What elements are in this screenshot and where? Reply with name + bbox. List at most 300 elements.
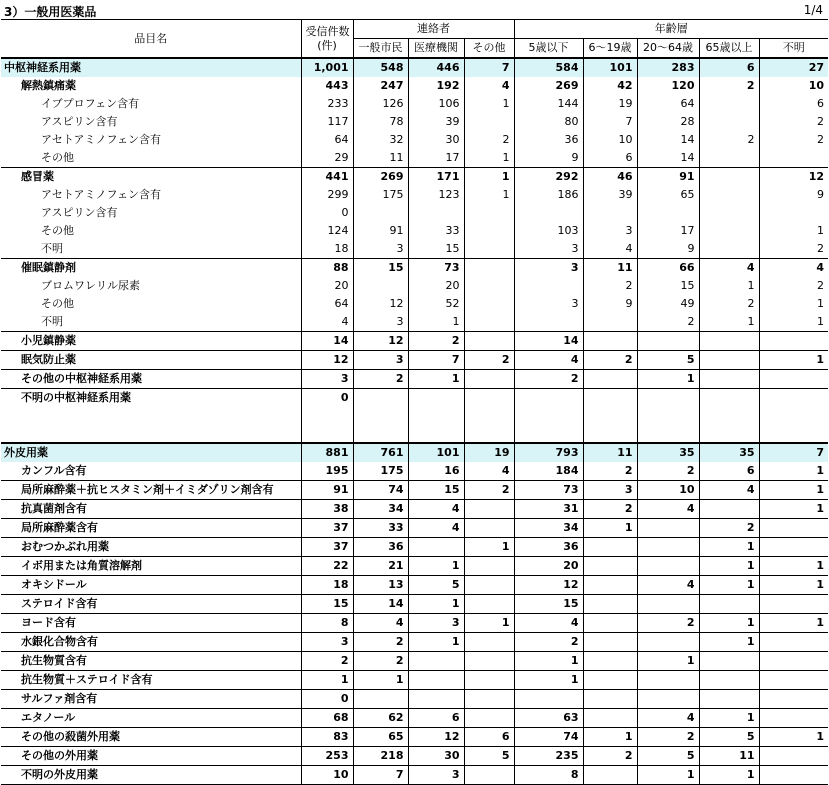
cell-value: 7 <box>759 443 828 462</box>
cell-value <box>637 671 699 690</box>
category-row <box>1 443 828 462</box>
cell-value: 2 <box>353 633 408 652</box>
cell-value: 12 <box>353 332 408 351</box>
cell-value: 2 <box>759 240 828 259</box>
cell-value: 33 <box>353 519 408 538</box>
cell-value: 73 <box>514 481 583 500</box>
cell-value: 2 <box>464 481 514 500</box>
cell-value: 19 <box>583 95 637 113</box>
row-label: アセトアミノフェン含有 <box>41 188 162 201</box>
column-header-age-65plus: 65歳以上 <box>699 39 759 59</box>
subcategory-row <box>1 671 828 690</box>
cell-value <box>514 204 583 222</box>
cell-value: 10 <box>583 131 637 149</box>
cell-value: 106 <box>408 95 464 113</box>
cell-value: 36 <box>514 131 583 149</box>
cell-value: 2 <box>464 351 514 370</box>
cell-value <box>699 595 759 614</box>
cell-value: 15 <box>301 595 353 614</box>
cell-value: 2 <box>408 332 464 351</box>
cell-value <box>699 240 759 259</box>
cell-value: 7 <box>353 766 408 785</box>
cell-value: 0 <box>301 389 353 408</box>
item-row <box>1 95 828 113</box>
column-header-age-unknown: 不明 <box>759 39 828 59</box>
cell-value: 14 <box>637 131 699 149</box>
cell-value <box>759 690 828 709</box>
cell-value <box>583 652 637 671</box>
cell-value: 4 <box>699 259 759 278</box>
subcategory-row <box>1 77 828 95</box>
cell-value <box>464 259 514 278</box>
cell-value <box>699 500 759 519</box>
cell-value: 299 <box>301 186 353 204</box>
cell-value <box>583 370 637 389</box>
subcategory-row <box>1 351 828 370</box>
cell-value: 14 <box>514 332 583 351</box>
cell-value: 9 <box>637 240 699 259</box>
subcategory-row <box>1 633 828 652</box>
row-label: ステロイド含有 <box>1 595 301 614</box>
cell-value: 126 <box>353 95 408 113</box>
cell-value <box>759 538 828 557</box>
cell-value: 10 <box>637 481 699 500</box>
cell-value <box>464 519 514 538</box>
subcategory-row <box>1 462 828 481</box>
cell-value: 2 <box>583 462 637 481</box>
cell-value: 3 <box>353 313 408 332</box>
item-row <box>1 131 828 149</box>
cell-value <box>464 389 514 408</box>
cell-value: 1 <box>408 370 464 389</box>
cell-value: 10 <box>759 77 828 95</box>
cell-value: 441 <box>301 168 353 187</box>
cell-value: 2 <box>637 313 699 332</box>
cell-value: 1 <box>759 462 828 481</box>
subcategory-row <box>1 557 828 576</box>
cell-value: 1 <box>637 652 699 671</box>
cell-value <box>408 671 464 690</box>
cell-value: 2 <box>514 633 583 652</box>
cell-value: 29 <box>301 149 353 168</box>
cell-value: 1 <box>464 95 514 113</box>
row-label: 外皮用薬 <box>1 443 301 462</box>
subcategory-row <box>1 259 828 278</box>
cell-value: 1 <box>464 614 514 633</box>
cell-value: 2 <box>464 131 514 149</box>
cell-value <box>464 671 514 690</box>
cell-value: 33 <box>408 222 464 240</box>
cell-value: 4 <box>301 313 353 332</box>
row-label: ヨード含有 <box>1 614 301 633</box>
cell-value: 253 <box>301 747 353 766</box>
cell-value <box>583 633 637 652</box>
column-header-age-under5: 5歳以下 <box>514 39 583 59</box>
cell-value <box>353 204 408 222</box>
cell-value: 1 <box>759 313 828 332</box>
cell-value <box>699 113 759 131</box>
cell-value <box>699 351 759 370</box>
cell-value <box>637 204 699 222</box>
cell-value: 1 <box>464 538 514 557</box>
cell-value <box>464 277 514 295</box>
cell-value: 1 <box>637 370 699 389</box>
cell-value: 17 <box>408 149 464 168</box>
cell-value: 91 <box>637 168 699 187</box>
cell-value <box>464 576 514 595</box>
cell-value: 32 <box>353 131 408 149</box>
cell-value: 1 <box>759 351 828 370</box>
cell-value: 6 <box>759 95 828 113</box>
row-label: 抗真菌剤含有 <box>1 500 301 519</box>
cell-value: 1 <box>759 295 828 313</box>
cell-value <box>514 313 583 332</box>
cell-value: 1 <box>699 633 759 652</box>
cell-value <box>514 389 583 408</box>
cell-value: 34 <box>353 500 408 519</box>
cell-value: 8 <box>301 614 353 633</box>
subcategory-row <box>1 709 828 728</box>
cell-value <box>637 519 699 538</box>
cell-value <box>759 766 828 785</box>
cell-value: 20 <box>514 557 583 576</box>
cell-value <box>699 222 759 240</box>
cell-value: 1 <box>464 149 514 168</box>
cell-value: 1 <box>699 766 759 785</box>
cell-value: 20 <box>408 277 464 295</box>
cell-value: 4 <box>353 614 408 633</box>
cell-value <box>583 614 637 633</box>
cell-value: 247 <box>353 77 408 95</box>
cell-value: 14 <box>637 149 699 168</box>
subcategory-row <box>1 576 828 595</box>
cell-value: 1 <box>759 222 828 240</box>
cell-value: 793 <box>514 443 583 462</box>
cell-value: 5 <box>637 351 699 370</box>
cell-value: 36 <box>353 538 408 557</box>
cell-value <box>583 538 637 557</box>
cell-value: 2 <box>514 370 583 389</box>
cell-value: 66 <box>637 259 699 278</box>
cell-value <box>637 538 699 557</box>
cell-value: 171 <box>408 168 464 187</box>
cell-value <box>353 389 408 408</box>
cell-value: 1 <box>699 277 759 295</box>
cell-value: 11 <box>583 259 637 278</box>
subcategory-row <box>1 728 828 747</box>
cell-value: 1 <box>408 633 464 652</box>
subcategory-row <box>1 747 828 766</box>
cell-value: 11 <box>353 149 408 168</box>
cell-value: 192 <box>408 77 464 95</box>
column-header-public: 一般市民 <box>353 39 408 59</box>
cell-value <box>464 370 514 389</box>
cell-value: 15 <box>353 259 408 278</box>
row-label: アスピリン含有 <box>41 115 118 128</box>
cell-value <box>759 671 828 690</box>
row-label: その他 <box>41 297 74 310</box>
cell-value: 4 <box>637 709 699 728</box>
cell-value <box>759 149 828 168</box>
cell-value: 1 <box>759 728 828 747</box>
cell-value: 15 <box>408 481 464 500</box>
cell-value: 2 <box>759 113 828 131</box>
cell-value: 65 <box>637 186 699 204</box>
cell-value <box>353 277 408 295</box>
cell-value: 269 <box>353 168 408 187</box>
cell-value: 27 <box>759 58 828 77</box>
cell-value: 12 <box>301 351 353 370</box>
cell-value: 6 <box>699 58 759 77</box>
cell-value: 64 <box>301 131 353 149</box>
cell-value: 7 <box>464 58 514 77</box>
cell-value: 74 <box>514 728 583 747</box>
cell-value: 16 <box>408 462 464 481</box>
cell-value <box>637 332 699 351</box>
cell-value: 6 <box>408 709 464 728</box>
cell-value: 52 <box>408 295 464 313</box>
cell-value <box>464 240 514 259</box>
cell-value: 3 <box>514 295 583 313</box>
cell-value: 2 <box>699 77 759 95</box>
cell-value: 175 <box>353 186 408 204</box>
cell-value <box>759 633 828 652</box>
cell-value: 3 <box>301 370 353 389</box>
table-body <box>1 58 828 785</box>
row-label: イブプロフェン含有 <box>41 97 140 110</box>
cell-value: 36 <box>514 538 583 557</box>
cell-value: 28 <box>637 113 699 131</box>
cell-value: 1 <box>583 728 637 747</box>
subcategory-row <box>1 690 828 709</box>
cell-value <box>637 595 699 614</box>
cell-value: 11 <box>583 443 637 462</box>
cell-value <box>464 222 514 240</box>
cell-value: 64 <box>301 295 353 313</box>
cell-value: 2 <box>637 728 699 747</box>
cell-value: 1 <box>759 576 828 595</box>
cell-value: 80 <box>514 113 583 131</box>
cell-value: 1 <box>514 652 583 671</box>
cell-value: 1 <box>699 313 759 332</box>
cell-value: 73 <box>408 259 464 278</box>
row-label: イボ用または角質溶解剤 <box>1 557 301 576</box>
cell-value <box>699 95 759 113</box>
cell-value: 144 <box>514 95 583 113</box>
subcategory-row <box>1 500 828 519</box>
cell-value: 123 <box>408 186 464 204</box>
cell-value: 1 <box>408 595 464 614</box>
cell-value: 2 <box>759 277 828 295</box>
row-label: 不明 <box>41 315 63 328</box>
cell-value: 4 <box>464 77 514 95</box>
cell-value <box>464 113 514 131</box>
cell-value: 2 <box>699 519 759 538</box>
cell-value: 218 <box>353 747 408 766</box>
cell-value: 761 <box>353 443 408 462</box>
cell-value: 19 <box>464 443 514 462</box>
cell-value <box>464 204 514 222</box>
cell-value: 881 <box>301 443 353 462</box>
column-header-medical: 医療機関 <box>408 39 464 59</box>
cell-value <box>759 747 828 766</box>
cell-value: 446 <box>408 58 464 77</box>
cell-value: 283 <box>637 58 699 77</box>
count-header-line1: 受信件数 <box>305 24 350 38</box>
row-label: その他の外用薬 <box>1 747 301 766</box>
subcategory-row <box>1 332 828 351</box>
cell-value <box>759 709 828 728</box>
cell-value: 88 <box>301 259 353 278</box>
cell-value: 1 <box>408 313 464 332</box>
cell-value: 4 <box>408 500 464 519</box>
cell-value <box>464 709 514 728</box>
cell-value: 2 <box>637 614 699 633</box>
row-label: サルファ剤含有 <box>1 690 301 709</box>
row-label: 眠気防止薬 <box>1 351 301 370</box>
cell-value: 21 <box>353 557 408 576</box>
cell-value: 35 <box>637 443 699 462</box>
cell-value: 3 <box>408 766 464 785</box>
cell-value <box>759 370 828 389</box>
cell-value <box>699 671 759 690</box>
cell-value: 5 <box>408 576 464 595</box>
cell-value: 11 <box>699 747 759 766</box>
cell-value: 235 <box>514 747 583 766</box>
cell-value <box>583 332 637 351</box>
cell-value: 15 <box>637 277 699 295</box>
cell-value <box>514 690 583 709</box>
item-row <box>1 222 828 240</box>
cell-value: 13 <box>353 576 408 595</box>
row-label: その他 <box>41 151 74 164</box>
cell-value <box>759 389 828 408</box>
subcategory-row <box>1 481 828 500</box>
row-label: 不明 <box>41 242 63 255</box>
cell-value <box>583 766 637 785</box>
cell-value: 1 <box>408 557 464 576</box>
cell-value <box>637 690 699 709</box>
cell-value: 103 <box>514 222 583 240</box>
cell-value: 2 <box>353 370 408 389</box>
cell-value: 1 <box>699 557 759 576</box>
cell-value: 7 <box>408 351 464 370</box>
cell-value: 0 <box>301 690 353 709</box>
item-row <box>1 313 828 332</box>
drug-inquiry-table <box>1 19 828 785</box>
cell-value <box>699 389 759 408</box>
cell-value: 1 <box>464 168 514 187</box>
row-label: オキシドール <box>1 576 301 595</box>
column-header-count <box>301 20 353 59</box>
row-label: 解熱鎮痛薬 <box>21 79 76 92</box>
cell-value <box>583 595 637 614</box>
cell-value: 14 <box>301 332 353 351</box>
cell-value: 2 <box>699 295 759 313</box>
cell-value: 4 <box>583 240 637 259</box>
column-header-age-6-19: 6～19歳 <box>583 39 637 59</box>
cell-value: 4 <box>408 519 464 538</box>
subcategory-row <box>1 766 828 785</box>
item-row <box>1 295 828 313</box>
cell-value: 117 <box>301 113 353 131</box>
cell-value: 4 <box>699 481 759 500</box>
cell-value: 34 <box>514 519 583 538</box>
cell-value: 5 <box>699 728 759 747</box>
cell-value: 3 <box>408 614 464 633</box>
cell-value: 4 <box>464 462 514 481</box>
cell-value: 175 <box>353 462 408 481</box>
cell-value <box>464 332 514 351</box>
cell-value: 15 <box>408 240 464 259</box>
cell-value: 4 <box>637 500 699 519</box>
cell-value <box>699 370 759 389</box>
cell-value <box>759 332 828 351</box>
cell-value: 120 <box>637 77 699 95</box>
cell-value: 3 <box>514 259 583 278</box>
cell-value <box>514 277 583 295</box>
subcategory-row <box>1 519 828 538</box>
cell-value <box>408 389 464 408</box>
row-label: 中枢神経系用薬 <box>1 58 301 77</box>
cell-value: 12 <box>353 295 408 313</box>
cell-value: 42 <box>583 77 637 95</box>
cell-value: 2 <box>353 652 408 671</box>
cell-value <box>699 204 759 222</box>
cell-value: 74 <box>353 481 408 500</box>
cell-value: 2 <box>637 462 699 481</box>
cell-value: 49 <box>637 295 699 313</box>
cell-value: 10 <box>301 766 353 785</box>
cell-value: 12 <box>759 168 828 187</box>
item-row <box>1 149 828 168</box>
cell-value: 3 <box>583 222 637 240</box>
row-label: 局所麻酔薬含有 <box>1 519 301 538</box>
cell-value <box>408 538 464 557</box>
cell-value: 20 <box>301 277 353 295</box>
cell-value: 14 <box>353 595 408 614</box>
cell-value: 62 <box>353 709 408 728</box>
cell-value <box>699 652 759 671</box>
cell-value: 9 <box>759 186 828 204</box>
cell-value: 3 <box>514 240 583 259</box>
cell-value: 124 <box>301 222 353 240</box>
row-label: 催眠鎮静剤 <box>1 259 301 278</box>
row-label: ブロムワレリル尿素 <box>41 279 140 292</box>
page-number: 1/4 <box>803 3 823 17</box>
item-row <box>1 277 828 295</box>
cell-value <box>464 295 514 313</box>
row-label: その他の殺菌外用薬 <box>1 728 301 747</box>
cell-value <box>464 652 514 671</box>
cell-value: 3 <box>301 633 353 652</box>
row-label: 水銀化合物含有 <box>1 633 301 652</box>
cell-value: 30 <box>408 131 464 149</box>
cell-value: 1 <box>514 671 583 690</box>
cell-value: 9 <box>583 295 637 313</box>
cell-value: 91 <box>301 481 353 500</box>
cell-value: 584 <box>514 58 583 77</box>
cell-value <box>464 500 514 519</box>
cell-value: 6 <box>699 462 759 481</box>
cell-value <box>759 595 828 614</box>
cell-value: 1 <box>699 709 759 728</box>
item-row <box>1 113 828 131</box>
cell-value: 91 <box>353 222 408 240</box>
cell-value: 12 <box>514 576 583 595</box>
cell-value <box>583 576 637 595</box>
cell-value: 6 <box>583 149 637 168</box>
